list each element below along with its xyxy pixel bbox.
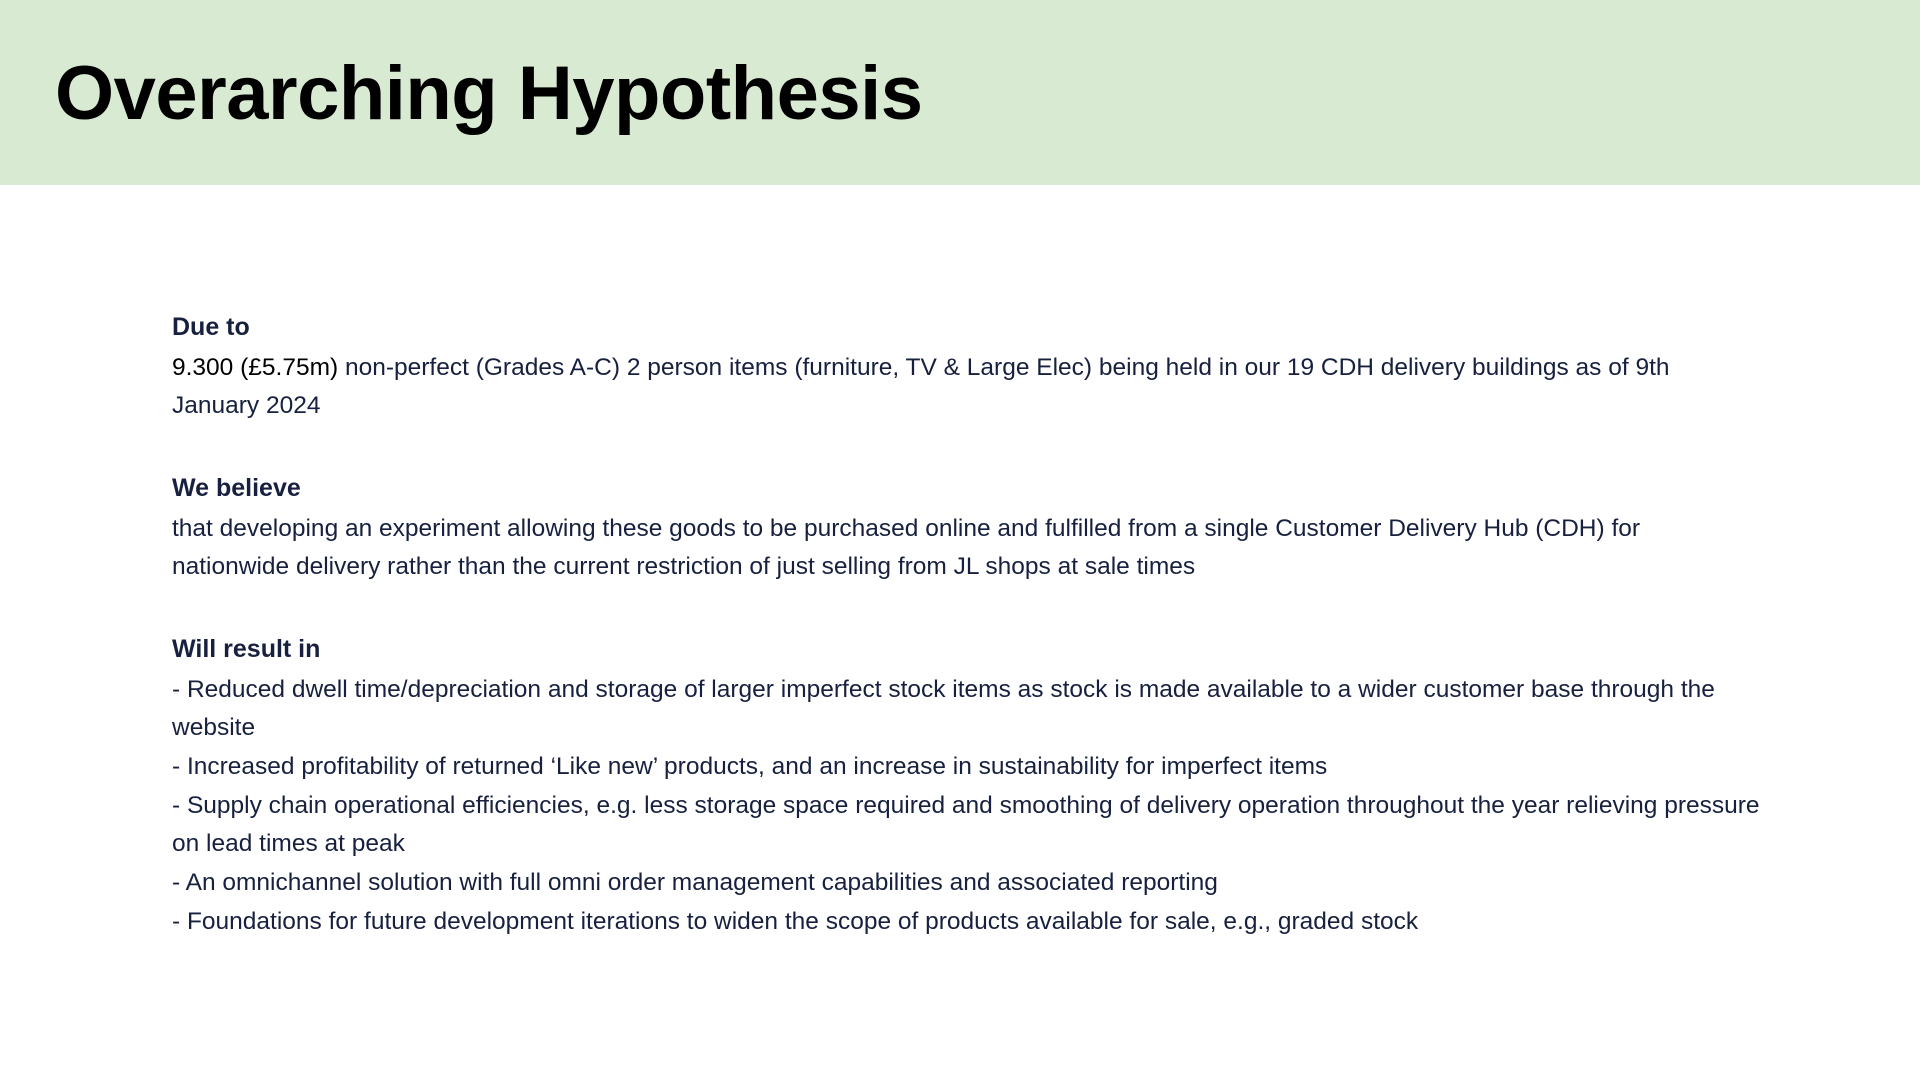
section-heading-will-result-in: Will result in	[172, 635, 321, 663]
section-will-result-in	[172, 630, 1762, 941]
list-item: - Foundations for future development iterations to widen the scope of products available for sale, e.g., graded stock	[172, 908, 1419, 935]
list-item: - Increased profitability of returned ‘Like new’ products, and an increase in sustainability for imperfect items	[172, 753, 1328, 780]
section-heading-due-to: Due to	[172, 313, 250, 341]
stock-amount: 9.300 (£5.75m)	[172, 354, 339, 381]
section-due-to	[172, 308, 1762, 425]
due-to-text: non-perfect (Grades A-C) 2 person items (furniture, TV & Large Elec) being held in our 19 CDH delivery buildings as of 9th January 2024	[172, 354, 1670, 419]
section-body-due-to	[172, 349, 1762, 425]
section-we-believe	[172, 469, 1762, 586]
result-list	[172, 671, 1762, 941]
list-item: - Supply chain operational efficiencies, e.g. less storage space required and smoothing of delivery operation throughout the year relieving pressure on lead times at peak	[172, 792, 1760, 857]
slide-title: Overarching Hypothesis	[55, 51, 923, 136]
header-band	[0, 0, 1920, 185]
section-heading-we-believe: We believe	[172, 474, 301, 502]
section-body-we-believe: that developing an experiment allowing these goods to be purchased online and fulfilled from a single Customer Delivery Hub (CDH) for nationwide delivery rather than the current restriction of just selling from JL shops at sale times	[172, 515, 1641, 580]
content-body	[172, 308, 1762, 985]
list-item: - Reduced dwell time/depreciation and storage of larger imperfect stock items as stock is made available to a wider customer base through the website	[172, 676, 1715, 741]
list-item: - An omnichannel solution with full omni order management capabilities and associated reporting	[172, 869, 1218, 896]
